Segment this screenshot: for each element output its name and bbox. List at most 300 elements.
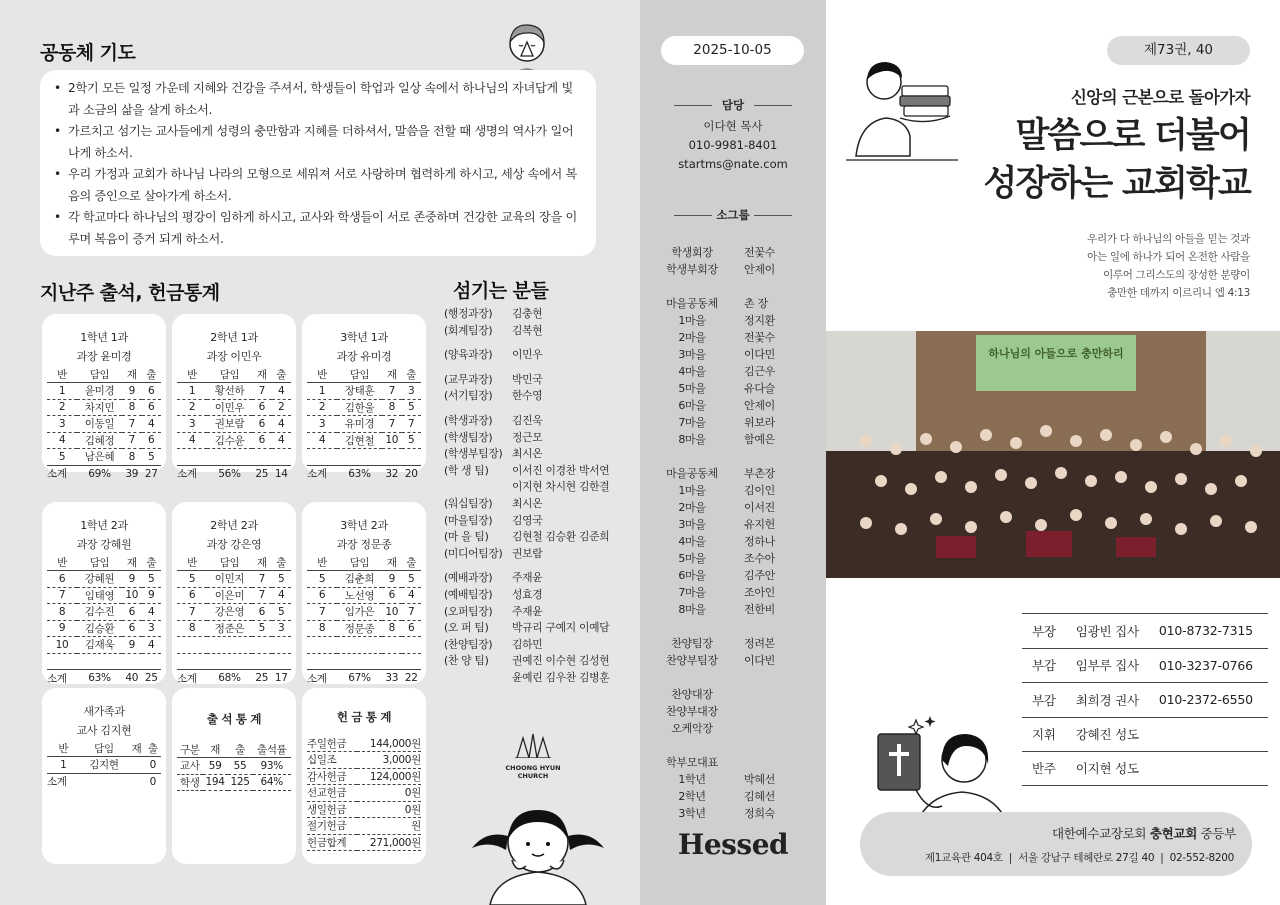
table-row <box>47 653 161 670</box>
column-header: 반 <box>307 554 337 571</box>
small-group-role: 학생부회장 <box>666 263 718 276</box>
table-cell: 7 <box>252 571 271 588</box>
column-header: 재 <box>382 366 401 383</box>
table-header-row <box>307 554 421 571</box>
main-title-line1: 말씀으로 더불어 <box>1015 116 1250 156</box>
small-group-role: 7마을 <box>678 586 706 599</box>
column-header: 재 <box>128 740 144 757</box>
table-cell: 5 <box>142 449 162 466</box>
offering-label: 절기헌금 <box>307 818 357 835</box>
church-logo <box>500 732 566 780</box>
table-cell: 2 <box>177 399 207 416</box>
table-cell: 6 <box>142 383 162 400</box>
small-group-row <box>640 584 826 601</box>
table-cell: 9 <box>47 620 77 637</box>
contact-role: 지휘 <box>1032 727 1056 743</box>
server-name: 김복현 <box>512 323 543 337</box>
table-cell: 5 <box>252 620 271 637</box>
server-row <box>444 653 634 670</box>
server-name: 권예진 이수현 김성현 <box>512 654 610 668</box>
server-name: 김진욱 <box>512 413 543 427</box>
class-name: 2학년 2과 <box>210 519 258 532</box>
table-cell: 김수진 <box>77 604 122 621</box>
volume-badge: 제73권, 40 <box>1107 36 1250 65</box>
stats-cell: 55 <box>228 758 253 775</box>
verse-line: 아는 일에 하나가 되어 온전한 사람을 <box>1087 251 1250 263</box>
table-cell: 황선하 <box>207 383 252 400</box>
table-cell: 7 <box>122 432 141 449</box>
small-group-role: 6마을 <box>678 399 706 412</box>
small-group-heading-wrap <box>640 207 826 223</box>
offering-table <box>307 735 421 851</box>
verse-line: 충만한 데까지 이르리니 엡 4:13 <box>1107 287 1250 299</box>
sum-cell: 68% <box>207 670 252 687</box>
stats-cell: 64% <box>253 774 291 791</box>
table-row <box>307 818 421 835</box>
contact-name: 임광빈 집사 <box>1075 623 1139 639</box>
offering-amount: 0원 <box>357 785 421 802</box>
offering-amount: 0원 <box>357 801 421 818</box>
table-row <box>307 449 421 466</box>
sum-cell: 56% <box>207 465 252 482</box>
server-row <box>444 347 634 364</box>
spacer <box>444 405 634 413</box>
small-group-name: 정하나 <box>744 535 775 548</box>
table-cell <box>382 449 401 466</box>
server-row <box>444 446 634 463</box>
table-cell: 강은영 <box>207 604 252 621</box>
sum-row <box>307 670 421 687</box>
table-cell: 3 <box>307 416 337 433</box>
table-cell: 3 <box>177 416 207 433</box>
column-header: 재 <box>122 554 141 571</box>
contact-phone: 010-3237-0766 <box>1158 657 1253 673</box>
small-group-name: 유지헌 <box>744 518 775 531</box>
column-header: 출 <box>402 366 422 383</box>
class-table <box>47 554 161 686</box>
table-row <box>177 637 291 654</box>
small-group-name <box>744 720 804 737</box>
sum-cell: 25 <box>142 670 162 687</box>
table-cell: 8 <box>307 620 337 637</box>
stats-header: 구분 <box>177 741 203 758</box>
table-row <box>47 757 161 774</box>
server-name: 최시온 <box>512 447 543 461</box>
server-role: (예배과장) <box>444 571 493 585</box>
contact-row <box>1022 613 1268 648</box>
small-group-role: 오케악장 <box>671 722 713 735</box>
offering-label: 생일헌금 <box>307 801 357 818</box>
sum-cell <box>80 773 129 790</box>
server-row <box>444 529 634 546</box>
sum-cell: 27 <box>142 465 162 482</box>
bulletin-date: 2025-10-05 <box>661 36 804 65</box>
table-cell: 3 <box>272 620 292 637</box>
small-group-row <box>640 516 826 533</box>
table-cell: 1 <box>307 383 337 400</box>
offering-label: 헌금합계 <box>307 834 357 851</box>
small-group-role: 4마을 <box>678 535 706 548</box>
small-group-row <box>640 363 826 380</box>
table-cell: 9 <box>122 637 141 654</box>
table-header-row <box>177 554 291 571</box>
sum-label: 소계 <box>307 465 337 482</box>
table-cell: 4 <box>272 416 292 433</box>
sum-label: 소계 <box>47 773 80 790</box>
server-role: (마 을 팀) <box>444 530 489 544</box>
sum-cell: 39 <box>122 465 141 482</box>
table-cell: 8 <box>177 620 207 637</box>
offering-amount: 3,000원 <box>357 752 421 769</box>
table-cell <box>207 637 252 654</box>
small-group-role: 마을공동체 <box>666 467 718 480</box>
spacer <box>640 448 826 465</box>
table-cell: 4 <box>272 383 292 400</box>
table-cell: 6 <box>252 399 271 416</box>
table-row <box>307 604 421 621</box>
table-row <box>307 637 421 654</box>
small-group-role: 8마을 <box>678 433 706 446</box>
table-cell: 이민지 <box>207 571 252 588</box>
contact-role: 반주 <box>1032 761 1056 777</box>
charge-heading: 담당 <box>640 97 826 113</box>
table-row <box>177 653 291 670</box>
small-group-row <box>640 499 826 516</box>
server-name: 김영국 <box>512 513 543 527</box>
table-cell: 5 <box>402 432 422 449</box>
stats-cell: 125 <box>228 774 253 791</box>
sum-cell: 25 <box>252 465 271 482</box>
server-row <box>444 463 634 480</box>
prayer-box <box>40 70 596 256</box>
bible-verse <box>1000 230 1250 302</box>
column-header: 재 <box>122 366 141 383</box>
sum-cell: 14 <box>272 465 292 482</box>
small-group-role: 2마을 <box>678 501 706 514</box>
small-group-name: 김혜선 <box>744 790 775 803</box>
server-row <box>444 479 634 496</box>
table-cell: 6 <box>402 620 422 637</box>
small-group-name: 박혜선 <box>744 773 775 786</box>
table-cell: 3 <box>47 416 77 433</box>
table-cell <box>122 653 141 670</box>
class-table <box>307 366 421 482</box>
table-cell: 9 <box>382 571 401 588</box>
table-row <box>177 383 291 400</box>
sum-cell: 63% <box>337 465 382 482</box>
table-cell: 6 <box>142 432 162 449</box>
attendance-stats-title: 출 석 통 계 <box>206 712 262 726</box>
table-cell: 7 <box>382 383 401 400</box>
stats-header: 재 <box>203 741 228 758</box>
server-name: 김충현 <box>512 307 543 320</box>
server-row <box>444 413 634 430</box>
small-group-role: 5마을 <box>678 382 706 395</box>
table-cell <box>337 449 382 466</box>
table-cell: 2 <box>272 399 292 416</box>
stats-cell: 교사 <box>177 758 203 775</box>
table-cell <box>402 653 422 670</box>
table-cell: 4 <box>142 416 162 433</box>
column-header: 출 <box>272 554 292 571</box>
table-cell: 7 <box>252 587 271 604</box>
spacer <box>640 737 826 754</box>
column-header: 담임 <box>207 554 252 571</box>
offering-label: 감사헌금 <box>307 768 357 785</box>
girl-illustration <box>468 796 608 905</box>
sum-cell: 17 <box>272 670 292 687</box>
table-cell <box>252 637 271 654</box>
server-row <box>444 372 634 389</box>
table-row <box>307 735 421 752</box>
sum-cell: 0 <box>145 773 161 790</box>
verse-line: 우리가 다 하나님의 아들을 믿는 것과 <box>1087 233 1250 245</box>
sum-label: 소계 <box>307 670 337 687</box>
server-name: 이지현 차시현 김한결 <box>512 480 610 494</box>
class-name: 3학년 2과 <box>340 519 388 532</box>
table-cell: 7 <box>402 416 422 433</box>
server-name: 성효경 <box>512 587 543 601</box>
spacer <box>640 669 826 686</box>
table-cell: 4 <box>272 587 292 604</box>
table-row <box>177 432 291 449</box>
small-group-role: 학부모대표 <box>666 756 718 769</box>
sum-cell: 40 <box>122 670 141 687</box>
table-row <box>177 604 291 621</box>
sum-row <box>307 465 421 482</box>
contact-row <box>1022 717 1268 752</box>
table-row <box>47 399 161 416</box>
small-group-row <box>640 465 826 482</box>
small-group-row <box>640 788 826 805</box>
class-leader: 과장 강은영 <box>206 538 262 551</box>
small-group-name: 이다민 <box>744 348 775 361</box>
sum-cell: 32 <box>382 465 401 482</box>
table-cell: 4 <box>307 432 337 449</box>
table-row <box>307 399 421 416</box>
prayer-item: • 가르치고 섬기는 교사들에게 성령의 충만함과 지혜를 더하셔서, 말씀을 전할 때 생명의 역사가 일어나게 하소서. <box>54 121 582 164</box>
table-cell: 4 <box>142 637 162 654</box>
server-name: 최시온 <box>512 496 543 510</box>
charge-section <box>640 97 826 174</box>
small-group-name: 전꽃수 <box>744 246 775 259</box>
table-row <box>307 752 421 769</box>
table-cell: 7 <box>307 604 337 621</box>
small-group-row <box>640 312 826 329</box>
small-group-role: 3마을 <box>678 348 706 361</box>
table-row <box>307 785 421 802</box>
small-group-row <box>640 431 826 448</box>
small-group-row <box>640 550 826 567</box>
table-cell: 정문종 <box>337 620 382 637</box>
table-cell <box>272 653 292 670</box>
small-group-role: 마을공동체 <box>666 297 718 310</box>
small-group-list <box>640 244 826 822</box>
table-row <box>47 637 161 654</box>
prayer-item: • 각 학교마다 하나님의 평강이 임하게 하시고, 교사와 학생들이 서로 존중하며 건강한 교육의 장을 이루며 복음이 증거 되게 하소서. <box>54 207 582 250</box>
attendance-stats-card <box>172 688 296 864</box>
table-cell <box>337 653 382 670</box>
table-cell: 5 <box>142 571 162 588</box>
table-cell: 김수윤 <box>207 432 252 449</box>
offering-label: 주일헌금 <box>307 735 357 752</box>
server-role: (찬 양 팀) <box>444 654 489 668</box>
small-group-role: 4마을 <box>678 365 706 378</box>
column-header: 출 <box>142 554 162 571</box>
server-row <box>444 430 634 447</box>
column-header: 재 <box>252 554 271 571</box>
small-group-role: 2마을 <box>678 331 706 344</box>
table-cell: 6 <box>47 571 77 588</box>
small-group-name: 촌 장 <box>744 297 768 310</box>
server-row <box>444 570 634 587</box>
footer-pill <box>860 812 1252 876</box>
column-header: 반 <box>177 554 207 571</box>
sum-cell: 20 <box>402 465 422 482</box>
table-row <box>307 834 421 851</box>
table-cell: 7 <box>252 383 271 400</box>
table-cell: 권보람 <box>207 416 252 433</box>
table-cell: 8 <box>47 604 77 621</box>
table-cell <box>307 637 337 654</box>
server-name: 권보람 <box>512 546 543 560</box>
sum-cell: 22 <box>402 670 422 687</box>
table-cell: 6 <box>382 587 401 604</box>
server-name: 이민우 <box>512 348 543 362</box>
table-cell: 6 <box>252 604 271 621</box>
stats-cell: 93% <box>253 758 291 775</box>
table-row <box>47 620 161 637</box>
attendance-title: 지난주 출석, 헌금통계 <box>40 282 220 304</box>
prayer-item: • 2학기 모든 일정 가운데 지혜와 건강을 주셔서, 학생들이 학업과 일상 속에서 하나님의 자녀답게 빛과 소금의 삶을 살게 하소서. <box>54 78 582 121</box>
charge-name: 이다현 목사 <box>703 119 763 133</box>
server-row <box>444 546 634 563</box>
contact-role: 부감 <box>1032 658 1056 674</box>
small-group-name: 조수아 <box>744 552 775 565</box>
contact-phone: 010-8732-7315 <box>1158 623 1253 639</box>
server-row <box>444 604 634 621</box>
small-group-role: 3마을 <box>678 518 706 531</box>
sum-row <box>47 773 161 790</box>
table-cell: 10 <box>382 432 401 449</box>
table-cell: 1 <box>47 383 77 400</box>
sum-cell: 25 <box>252 670 271 687</box>
table-cell: 6 <box>122 604 141 621</box>
table-cell: 5 <box>272 571 292 588</box>
table-cell: 10 <box>122 587 141 604</box>
small-group-role: 3학년 <box>678 807 706 820</box>
hessed-logo: Hessed <box>677 828 789 861</box>
group-photo-illustration <box>826 331 1280 578</box>
small-group-role: 5마을 <box>678 552 706 565</box>
offering-label: 선교헌금 <box>307 785 357 802</box>
table-cell: 5 <box>307 571 337 588</box>
servers-title: 섬기는 분들 <box>453 280 549 302</box>
sum-label: 소계 <box>177 670 207 687</box>
table-cell: 4 <box>402 587 422 604</box>
server-name: 박민국 <box>512 372 543 386</box>
small-group-row <box>640 771 826 788</box>
table-row <box>177 587 291 604</box>
small-group-row <box>640 533 826 550</box>
small-group-name: 전꽃수 <box>744 331 775 344</box>
table-cell: 10 <box>47 637 77 654</box>
server-role: (학생과장) <box>444 413 493 427</box>
small-group-role: 2학년 <box>678 790 706 803</box>
attendance-stats-table <box>177 741 291 791</box>
table-cell <box>142 653 162 670</box>
table-row <box>177 758 291 775</box>
small-group-heading: 소그룹 <box>640 207 826 223</box>
sum-cell: 63% <box>77 670 122 687</box>
table-cell: 5 <box>272 604 292 621</box>
stats-cell: 59 <box>203 758 228 775</box>
table-cell <box>307 449 337 466</box>
table-cell: 4 <box>177 432 207 449</box>
column-header: 출 <box>145 740 161 757</box>
table-cell: 3 <box>142 620 162 637</box>
table-cell: 임가은 <box>337 604 382 621</box>
class-leader: 과장 강혜원 <box>76 538 132 551</box>
table-cell: 김춘희 <box>337 571 382 588</box>
table-row <box>47 432 161 449</box>
small-group-row <box>640 754 826 771</box>
table-cell: 이민우 <box>207 399 252 416</box>
server-name: 김현철 김승환 김준희 <box>512 530 610 544</box>
table-row <box>47 416 161 433</box>
table-row <box>47 571 161 588</box>
church-line <box>860 824 1236 842</box>
table-cell <box>382 653 401 670</box>
spacer <box>640 618 826 635</box>
spacer <box>640 278 826 295</box>
table-row <box>177 449 291 466</box>
table-row <box>307 768 421 785</box>
table-row <box>307 571 421 588</box>
table-cell: 5 <box>402 399 422 416</box>
offering-amount: 271,000원 <box>357 834 421 851</box>
server-role: (미디어팀장) <box>444 546 503 560</box>
table-cell <box>402 449 422 466</box>
table-row <box>177 620 291 637</box>
contact-name: 강혜진 성도 <box>1075 727 1139 743</box>
small-group-name: 부촌장 <box>744 467 775 480</box>
server-role: (찬양팀장) <box>444 637 493 651</box>
prayer-title: 공동체 기도 <box>40 42 136 64</box>
column-header: 출 <box>402 554 422 571</box>
table-cell <box>272 449 292 466</box>
server-name: 한수영 <box>512 389 543 403</box>
table-cell: 7 <box>177 604 207 621</box>
offering-label: 십일조 <box>307 752 357 769</box>
table-row <box>47 383 161 400</box>
class-leader: 교사 김지현 <box>76 724 132 737</box>
sum-label: 소계 <box>47 465 77 482</box>
church-steeple-icon <box>513 732 553 758</box>
small-group-role: 1학년 <box>678 773 706 786</box>
class-table <box>177 554 291 686</box>
sum-row <box>47 670 161 687</box>
offering-amount: 원 <box>357 818 421 835</box>
server-role: (회계팀장) <box>444 323 493 337</box>
table-cell: 6 <box>252 416 271 433</box>
server-name: 주재윤 <box>512 604 543 618</box>
table-header-row <box>47 366 161 383</box>
class-table <box>47 366 161 482</box>
small-group-role: 1마을 <box>678 314 706 327</box>
table-cell: 7 <box>122 416 141 433</box>
server-role: (학생팀장) <box>444 430 493 444</box>
